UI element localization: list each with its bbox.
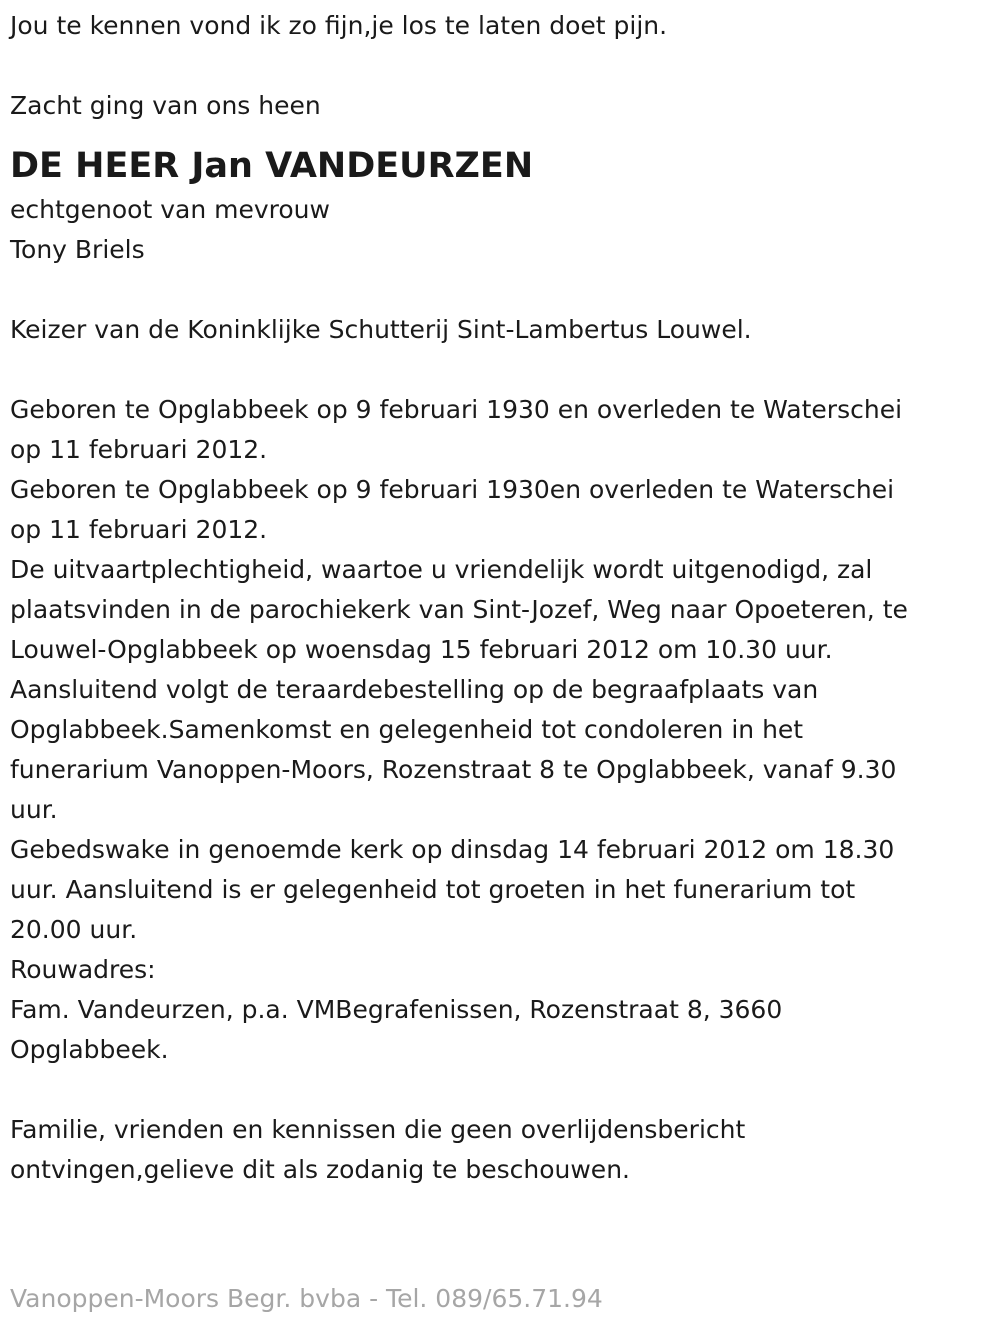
body-line: Geboren te Opglabbeek op 9 februari 1930en overleden te Waterschei [10, 475, 895, 504]
spacer [10, 46, 1000, 86]
body-line: Geboren te Opglabbeek op 9 februari 1930 en overleden te Waterschei [10, 395, 903, 424]
closing-line: Familie, vrienden en kennissen die geen overlijdensbericht [10, 1115, 746, 1144]
body-line: 20.00 uur. [10, 915, 138, 944]
intro-line: Zacht ging van ons heen [10, 91, 321, 120]
body-line: uur. Aansluitend is er gelegenheid tot groeten in het funerarium tot [10, 875, 856, 904]
body-line: uur. [10, 795, 58, 824]
body-line: Opglabbeek.Samenkomst en gelegenheid tot condoleren in het [10, 715, 804, 744]
funeral-home-footer: Vanoppen-Moors Begr. bvba - Tel. 089/65.71.94 [10, 1284, 603, 1313]
deceased-name: DE HEER Jan VANDEURZEN [10, 146, 534, 186]
body-line: Gebedswake in genoemde kerk op dinsdag 14 februari 2012 om 18.30 [10, 835, 895, 864]
body-line: Fam. Vandeurzen, p.a. VMBegrafenissen, Rozenstraat 8, 3660 [10, 995, 783, 1024]
honorary-title: Keizer van de Koninklijke Schutterij Sint-Lambertus Louwel. [10, 315, 752, 344]
body-line: Louwel-Opglabbeek op woensdag 15 februari 2012 om 10.30 uur. [10, 635, 833, 664]
spacer [10, 270, 1000, 310]
body-line: Opglabbeek. [10, 1035, 169, 1064]
body-line: Aansluitend volgt de teraardebestelling op de begraafplaats van [10, 675, 819, 704]
body-line: Rouwadres: [10, 955, 156, 984]
closing-line: ontvingen,gelieve dit als zodanig te beschouwen. [10, 1155, 630, 1184]
body-line: funerarium Vanoppen-Moors, Rozenstraat 8 te Opglabbeek, vanaf 9.30 [10, 755, 897, 784]
body-line: De uitvaartplechtigheid, waartoe u vriendelijk wordt uitgenodigd, zal [10, 555, 873, 584]
body-line: op 11 februari 2012. [10, 435, 268, 464]
spacer [10, 1070, 1000, 1110]
body-line: op 11 februari 2012. [10, 515, 268, 544]
notice-body [10, 390, 1000, 1070]
spouse-line-1: echtgenoot van mevrouw [10, 195, 330, 224]
spacer [10, 350, 1000, 390]
spouse-line-2: Tony Briels [10, 235, 145, 264]
body-line: plaatsvinden in de parochiekerk van Sint-Jozef, Weg naar Opoeteren, te [10, 595, 908, 624]
opening-verse: Jou te kennen vond ik zo fijn,je los te laten doet pijn. [10, 11, 668, 40]
